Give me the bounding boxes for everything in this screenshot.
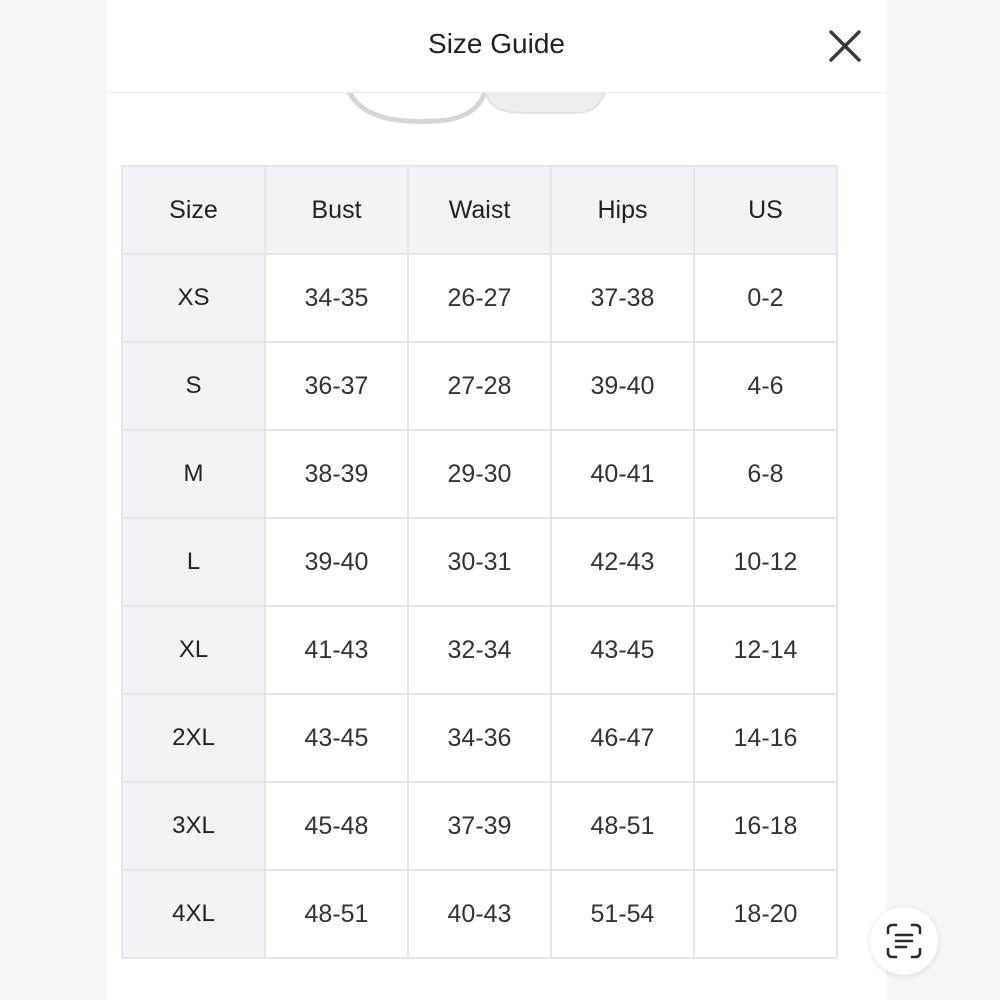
waist-cell: 30-31 (408, 518, 551, 606)
column-header-size: Size (122, 166, 265, 254)
measurement-graphic (107, 93, 886, 133)
us-cell: 6-8 (694, 430, 837, 518)
size-cell: 2XL (122, 694, 265, 782)
column-header-bust: Bust (265, 166, 408, 254)
hips-cell: 39-40 (551, 342, 694, 430)
size-cell: 4XL (122, 870, 265, 958)
waist-cell: 26-27 (408, 254, 551, 342)
table-row (122, 606, 837, 694)
hips-cell: 46-47 (551, 694, 694, 782)
size-cell: XS (122, 254, 265, 342)
us-cell: 12-14 (694, 606, 837, 694)
hips-cell: 48-51 (551, 782, 694, 870)
us-cell: 10-12 (694, 518, 837, 606)
size-cell: 3XL (122, 782, 265, 870)
bust-cell: 38-39 (265, 430, 408, 518)
sheet-header (107, 0, 886, 93)
table-row (122, 694, 837, 782)
size-cell: XL (122, 606, 265, 694)
size-cell: M (122, 430, 265, 518)
hips-cell: 37-38 (551, 254, 694, 342)
table-row (122, 782, 837, 870)
table-row (122, 342, 837, 430)
us-cell: 14-16 (694, 694, 837, 782)
us-cell: 18-20 (694, 870, 837, 958)
size-table (121, 165, 838, 959)
bust-cell: 39-40 (265, 518, 408, 606)
us-cell: 16-18 (694, 782, 837, 870)
table-header-row (122, 166, 837, 254)
close-icon (823, 26, 867, 66)
waist-cell: 34-36 (408, 694, 551, 782)
hips-cell: 40-41 (551, 430, 694, 518)
us-cell: 0-2 (694, 254, 837, 342)
bust-cell: 45-48 (265, 782, 408, 870)
waist-cell: 29-30 (408, 430, 551, 518)
hips-cell: 51-54 (551, 870, 694, 958)
waist-cell: 37-39 (408, 782, 551, 870)
waist-cell: 40-43 (408, 870, 551, 958)
text-scan-button[interactable] (870, 907, 938, 975)
bust-cell: 34-35 (265, 254, 408, 342)
hips-cell: 43-45 (551, 606, 694, 694)
table-row (122, 254, 837, 342)
bust-cell: 41-43 (265, 606, 408, 694)
us-cell: 4-6 (694, 342, 837, 430)
bust-cell: 43-45 (265, 694, 408, 782)
page-title: Size Guide (428, 28, 565, 59)
column-header-us: US (694, 166, 837, 254)
size-cell: S (122, 342, 265, 430)
column-header-waist: Waist (408, 166, 551, 254)
table-row (122, 518, 837, 606)
column-header-hips: Hips (551, 166, 694, 254)
table-row (122, 870, 837, 958)
text-scan-icon (884, 921, 924, 961)
size-cell: L (122, 518, 265, 606)
hips-cell: 42-43 (551, 518, 694, 606)
waist-cell: 32-34 (408, 606, 551, 694)
close-button[interactable] (823, 26, 867, 66)
size-guide-sheet (107, 0, 886, 1000)
bust-cell: 36-37 (265, 342, 408, 430)
table-row (122, 430, 837, 518)
bust-cell: 48-51 (265, 870, 408, 958)
waist-cell: 27-28 (408, 342, 551, 430)
